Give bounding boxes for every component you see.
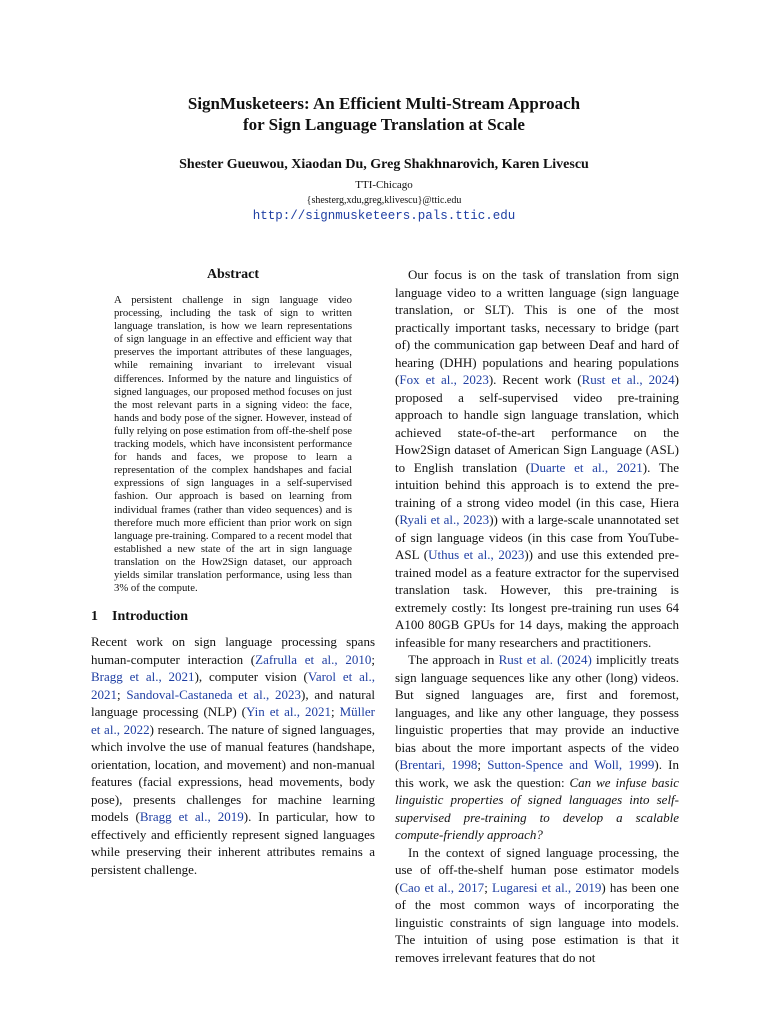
citation-link[interactable]: Varol et al., 2021 (91, 669, 375, 702)
text-run: Our focus is on the task of translation from sign language video to a written language (sign language translation, or SLT). This is one of the most practically important tasks, necessary to bridge (part of) the communication gap between Deaf and hard of hearing (DHH) populations and hearing populations ( (395, 267, 679, 387)
introduction-heading (91, 608, 375, 626)
citation-link[interactable]: Uthus et al., 2023 (428, 547, 525, 562)
citation-link[interactable]: Yin et al., 2021 (246, 704, 332, 720)
text-run: ) research. The nature of signed languages, which involve the use of manual features (handshape, orientation, location, and movement) and non-manual features (facial expressions, head movements, body pose), presents challenges for machine learning models ( (91, 721, 376, 825)
intro-paragraph-1 (91, 633, 375, 878)
citation-link[interactable]: Cao et al., 2017 (399, 879, 485, 895)
project-url-line (0, 208, 768, 224)
left-column (91, 266, 375, 878)
research-question: Can we infuse basic linguistic properties of signed languages into self-supervised pre-training to develop a scalable compute-friendly approach? (395, 774, 679, 842)
citation-link[interactable]: Rust et al., 2024 (581, 372, 675, 387)
citation-link[interactable]: Müller et al., 2022 (91, 704, 375, 737)
citation-link[interactable]: Bragg et al., 2021 (91, 669, 195, 685)
right-paragraph-2 (395, 651, 679, 844)
text-run: ), and natural language processing (NLP) ( (91, 686, 375, 720)
abstract-text: A persistent challenge in sign language video processing, including the task of sign to written language translation, is how we learn representations of sign language in an effective and efficient way that preserves the important attributes of these languages, while remaining invariant to irrelevant visual differences. Informed by the nature and linguistics of signed languages, our proposed method focuses on just the most relevant parts in a signing video: the face, hands and body pose of the signer. However, instead of fully relying on pose estimation from off-the-shelf pose tracking models, which have inconsistent performance for hands and faces, we propose to learn a representation of the complex handshapes and facial expressions of sign languages in a self-supervised fashion. Our approach is based on learning from individual frames (rather than video sequences) and is therefore much more efficient than prior work on sign language pre-training. Compared to a recent model that established a new state of the art in sign language translation on the How2Sign dataset, our approach yields similar translation performance, using less than 3% of the compute. (114, 294, 352, 595)
citation-link[interactable]: Sandoval-Castaneda et al., 2023 (126, 686, 302, 702)
paper-title-line-2: for Sign Language Translation at Scale (243, 115, 525, 134)
citation-link[interactable]: Ryali et al., 2023 (399, 512, 490, 527)
abstract-heading: Abstract (206, 267, 260, 282)
text-run: ; (117, 686, 127, 702)
text-run: ; (331, 704, 340, 720)
author-emails: {shesterg,xdu,greg,klivescu}@ttic.edu (306, 195, 462, 206)
citation-link[interactable]: Lugaresi et al., 2019 (492, 879, 602, 895)
text-run: Recent work on sign language processing spans human-computer interaction ( (91, 634, 375, 667)
text-run: )) and use this extended pre-trained model as a feature extractor for the supervised translation task. However, this pre-training is extremely costly: Its longest pre-training run uses 64 A100 80GB GPUs for 14 days, making the approach infeasible for many researchers and practitioners. (395, 547, 679, 650)
text-run: ; (484, 879, 493, 895)
text-run: In the context of signed language processing, the use of off-the-shelf human pose estimator models ( (395, 844, 679, 895)
text-run: ; (371, 651, 375, 667)
affiliation: TTI-Chicago (355, 179, 413, 191)
text-run: ). In this work, we ask the question: (395, 757, 679, 790)
text-run: ) has been one of the most common ways of incorporating the linguistic constraints of sign language into models. The intuition of using pose estimation is that it removes irrelevant features that do not (395, 879, 679, 965)
text-run: ). Recent work ( (488, 372, 582, 387)
text-run: ; (477, 757, 488, 772)
text-run: ) proposed a self-supervised video pre-training approach to handle sign language translation, which achieved state-of-the-art performance on the How2Sign dataset of American Sign Language (ASL) to English translation ( (395, 372, 680, 475)
right-column (395, 266, 679, 966)
right-paragraph-3 (395, 844, 679, 967)
citation-link[interactable]: Sutton-Spence and Woll, 1999 (487, 757, 655, 772)
paper-title-line-1: SignMusketeers: An Efficient Multi-Stream Approach (187, 94, 581, 113)
right-paragraph-1 (395, 266, 679, 651)
paper-title (0, 93, 768, 135)
citation-link[interactable]: Duarte et al., 2021 (530, 459, 643, 475)
section-title: Introduction (112, 609, 188, 625)
citation-link[interactable]: Rust et al. (2024) (498, 652, 592, 667)
citation-link[interactable]: Bragg et al., 2019 (139, 809, 244, 825)
citation-link[interactable]: Fox et al., 2023 (399, 372, 489, 387)
section-number: 1 (91, 609, 98, 625)
citation-link[interactable]: Brentari, 1998 (399, 757, 478, 772)
text-run: ). In particular, how to effectively and efficiently represent signed languages while preserving their inherent attributes remains a persistent challenge. (91, 809, 375, 877)
text-run: ). The intuition behind this approach is to extend the pre-training of a strong video model (in this case, Hiera ( (395, 459, 679, 527)
author-list: Shester Gueuwou, Xiaodan Du, Greg Shakhnarovich, Karen Livescu (179, 157, 589, 172)
text-run: )) with a large-scale unannotated set of sign language videos (in this case from YouTube-ASL ( (395, 512, 679, 562)
text-run: The approach in (408, 652, 499, 667)
citation-link[interactable]: Zafrulla et al., 2010 (255, 651, 372, 667)
text-run: implicitly treats sign language sequences like any other (long) videos. But signed languages are, first and foremost, languages, and like any other language, they possess linguistic properties that may provide an inductive bias about the more important aspects of the video ( (395, 652, 679, 772)
text-run: ), computer vision ( (194, 669, 308, 685)
project-url-link[interactable]: http://signmusketeers.pals.ttic.edu (252, 209, 516, 223)
